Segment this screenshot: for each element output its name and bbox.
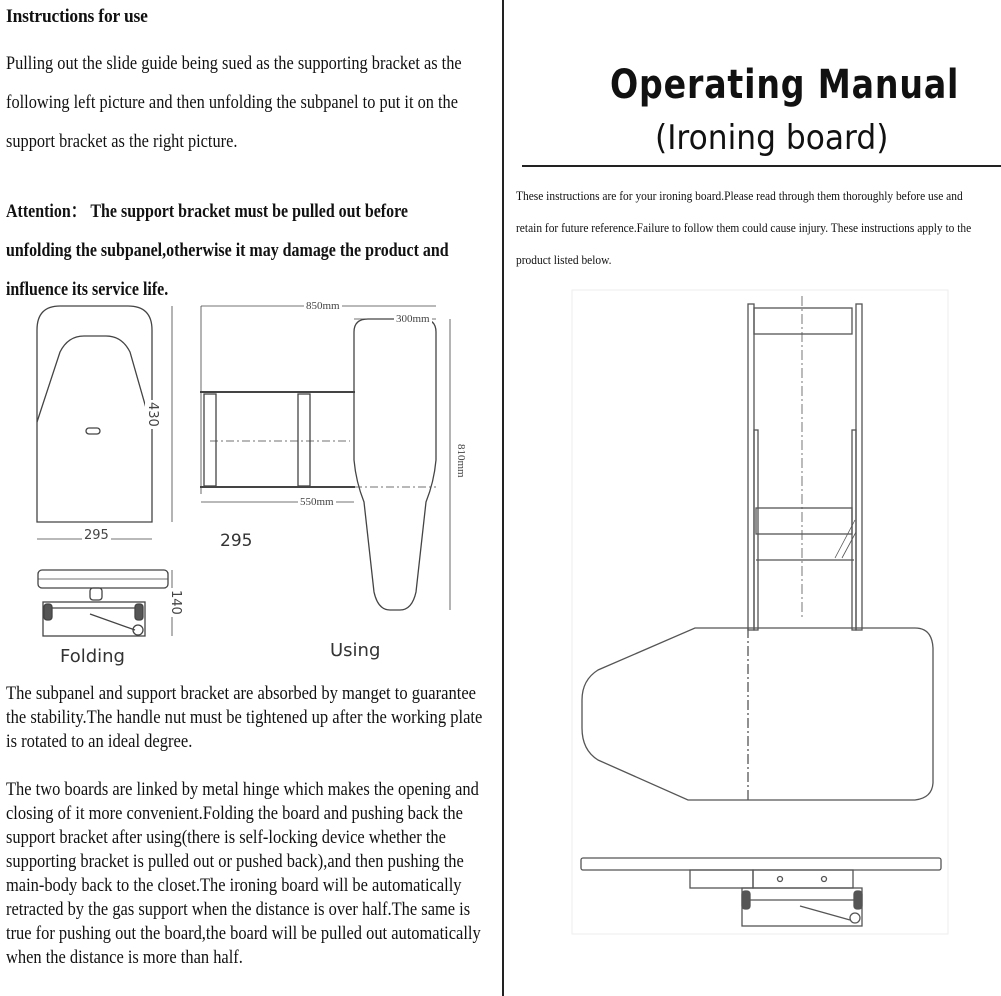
magnet-paragraph: The subpanel and support bracket are absorbed by manget to guarantee the stability.The handle nut must be tightened up after the working plate is rotated to an ideal degree. <box>6 683 483 752</box>
right-rail <box>856 304 862 630</box>
column-divider <box>502 0 504 996</box>
dim-140: 140 <box>168 590 183 615</box>
dim-550: 550mm <box>300 496 334 508</box>
board-side-view <box>581 858 941 870</box>
dim-300: 300mm <box>396 313 430 325</box>
manual-subtitle: (Ironing board) <box>655 118 889 158</box>
using-label: Using <box>330 640 381 661</box>
mid-crossbar <box>756 508 852 534</box>
dimension-diagram <box>20 292 500 672</box>
folding-board-outline <box>37 306 152 522</box>
intro-text: These instructions are for your ironing board.Please read through them thoroughly before use and retain for future reference.Failure to follow them could cause injury. These instructions apply to the product listed below. <box>516 188 972 267</box>
left-rail <box>748 304 754 630</box>
folding-board-inner <box>37 336 150 422</box>
hinge-paragraph: The two boards are linked by metal hinge which makes the opening and closing of it more convenient.Folding the board and pushing back the support bracket after using(there is self-locking device whether the supporting bracket is pulled out or pushed back),and then pushing the main-body back to the closet.The ironing board will be automatically retracted by the gas support when the distance is over half.The same is true for pushing out the board,the board will be pulled out automatically when the distance is more than half. <box>6 779 481 968</box>
folding-label: Folding <box>60 646 125 667</box>
dim-850: 850mm <box>306 300 340 312</box>
dim-430: 430 <box>145 402 160 427</box>
board-top-view <box>582 628 933 800</box>
instructions-paragraph: Pulling out the slide guide being sued as the supporting bracket as the following left picture and then unfolding the subpanel to put it on the support bracket as the right picture. <box>6 53 462 152</box>
title-rule <box>522 165 1001 167</box>
instructions-heading: Instructions for use <box>6 6 148 27</box>
manual-title: Operating Manual <box>610 62 960 108</box>
attention-note: Attention： The support bracket must be pulled out before unfolding the subpanel,otherwise it may damage the product and influence its service life. <box>6 201 449 300</box>
dim-810: 810mm <box>455 444 467 478</box>
folding-width-label: 295 <box>220 531 253 551</box>
dim-295: 295 <box>84 528 109 543</box>
product-diagram <box>570 288 950 936</box>
folding-handle <box>86 428 100 434</box>
using-board-outline <box>354 319 436 610</box>
top-crossbar <box>754 308 852 334</box>
